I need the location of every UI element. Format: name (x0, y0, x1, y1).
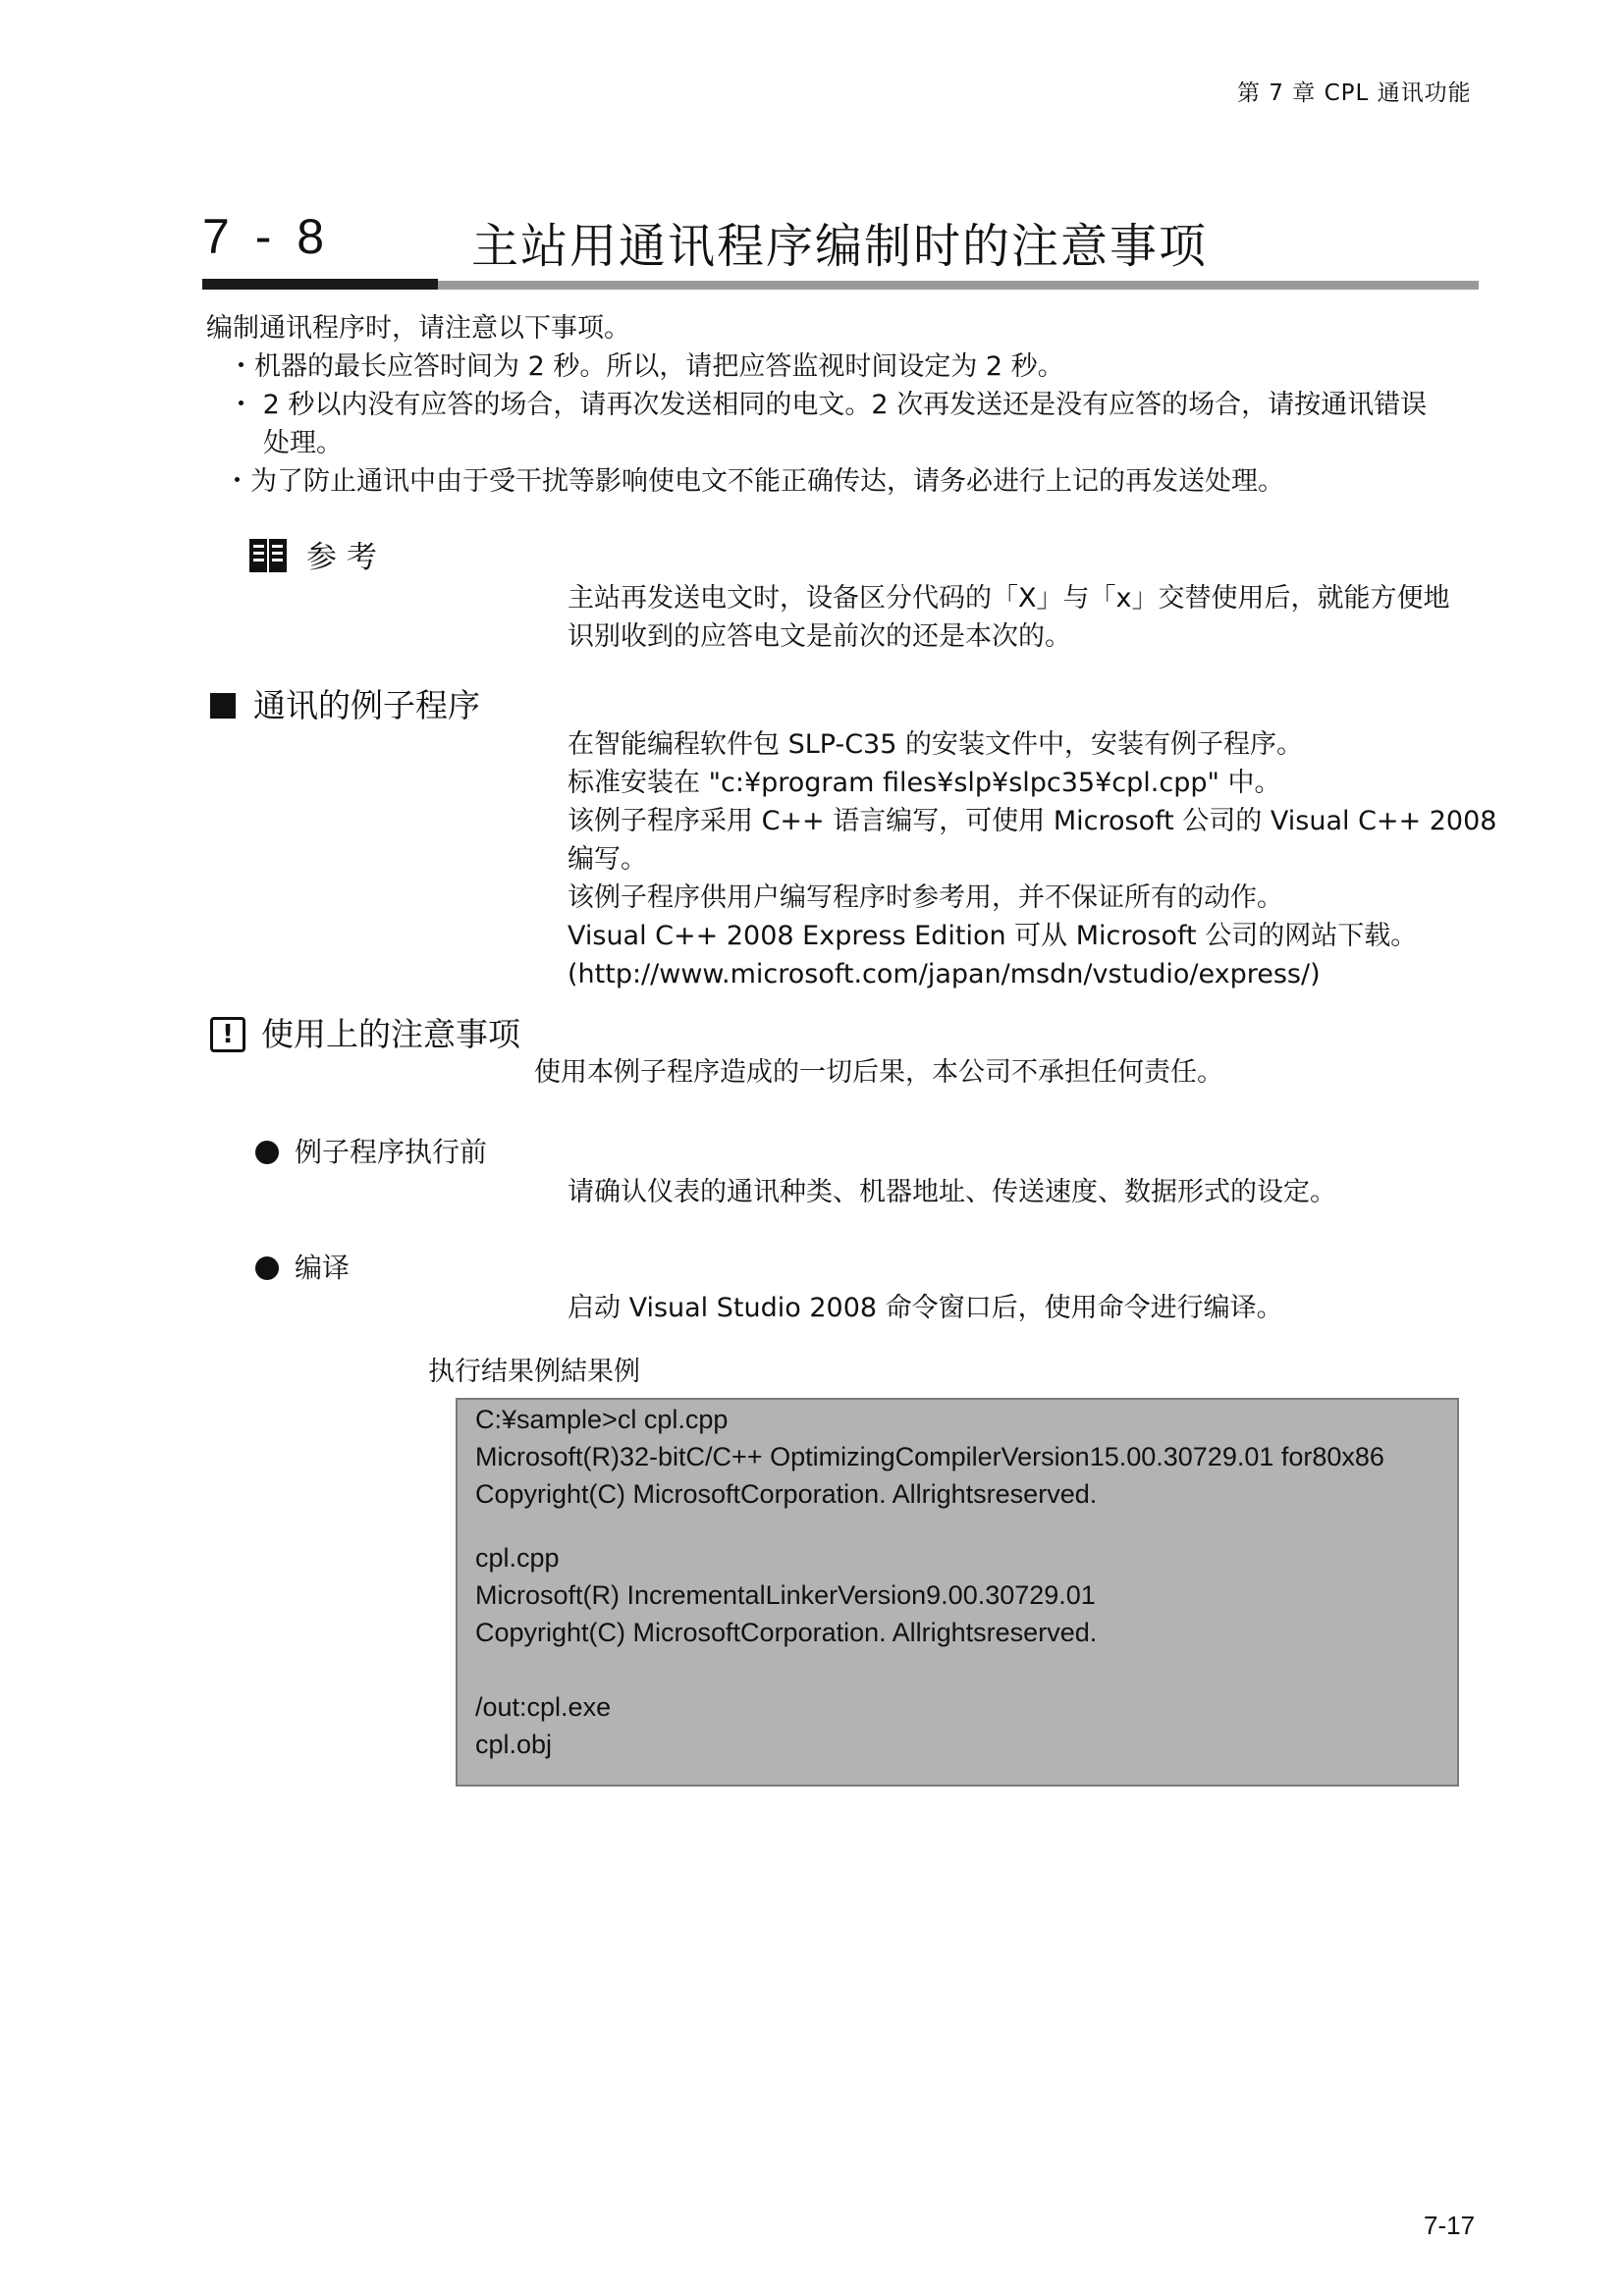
circle-bullet-icon (255, 1256, 279, 1280)
square-bullet-icon (210, 693, 236, 719)
code-line: cpl.cpp (475, 1543, 560, 1573)
code-line: Microsoft(R)32-bitC/C++ OptimizingCompilerVersion15.00.30729.01 for80x86 (475, 1442, 1384, 1471)
result-caption: 执行结果例結果例 (428, 1357, 640, 1387)
chapter-header: 第 7 章 CPL 通讯功能 (1237, 80, 1472, 106)
book-icon (247, 536, 289, 575)
example-line: 该例子程序供用户编写程序时参考用，并不保证所有的动作。 (568, 882, 1283, 913)
code-line: Copyright(C) MicrosoftCorporation. Allrightsreserved. (475, 1479, 1098, 1509)
code-line: /out:cpl.exe (475, 1692, 612, 1722)
caution-text: 使用本例子程序造成的一切后果，本公司不承担任何责任。 (534, 1057, 1223, 1088)
intro-lead: 编制通讯程序时，请注意以下事项。 (206, 313, 630, 344)
example-line: 在智能编程软件包 SLP-C35 的安装文件中，安装有例子程序。 (568, 729, 1303, 760)
reference-label: 参 考 (306, 540, 377, 575)
example-url: (http://www.microsoft.com/japan/msdn/vstudio/express/) (568, 959, 1321, 989)
example-line: 标准安装在 "c:¥program files¥slp¥slpc35¥cpl.cpp" 中。 (568, 768, 1281, 798)
caution-heading: 使用上的注意事项 (261, 1015, 520, 1053)
intro-item: ・ 2 秒以内没有应答的场合，请再次发送相同的电文。2 次再发送还是没有应答的场合，请按通讯错误 (228, 390, 1428, 420)
title-rule-dark (202, 279, 438, 290)
before-run-heading: 例子程序执行前 (295, 1136, 488, 1168)
section-title: 主站用通讯程序编制时的注意事项 (471, 219, 1209, 274)
reference-line: 主站再发送电文时，设备区分代码的「X」与「x」交替使用后，就能方便地 (568, 583, 1450, 614)
title-rule-grey (438, 281, 1479, 290)
code-line: C:¥sample>cl cpl.cpp (475, 1405, 729, 1434)
code-line: Microsoft(R) IncrementalLinkerVersion9.00.30729.01 (475, 1580, 1096, 1610)
compile-heading: 编译 (295, 1252, 351, 1284)
intro-item: ・机器的最长应答时间为 2 秒。所以，请把应答监视时间设定为 2 秒。 (228, 351, 1064, 382)
circle-bullet-icon (255, 1141, 279, 1164)
example-heading: 通讯的例子程序 (253, 686, 480, 724)
compile-text: 启动 Visual Studio 2008 命令窗口后，使用命令进行编译。 (568, 1293, 1283, 1323)
before-run-text: 请确认仪表的通讯种类、机器地址、传送速度、数据形式的设定。 (568, 1177, 1336, 1207)
section-number: 7 - 8 (202, 209, 331, 264)
code-line: Copyright(C) MicrosoftCorporation. Allrightsreserved. (475, 1618, 1098, 1647)
example-line: 编写。 (568, 844, 647, 875)
code-line: cpl.obj (475, 1730, 553, 1759)
page-number: 7-17 (1424, 2211, 1476, 2240)
warning-icon: ! (210, 1017, 245, 1052)
intro-item-continued: 处理。 (263, 428, 343, 458)
intro-item: ・为了防止通讯中由于受干扰等影响使电文不能正确传达，请务必进行上记的再发送处理。 (224, 466, 1284, 497)
example-line: 该例子程序采用 C++ 语言编写，可使用 Microsoft 公司的 Visual C++ 2008 (568, 806, 1497, 836)
example-line: Visual C++ 2008 Express Edition 可从 Microsoft 公司的网站下载。 (568, 921, 1418, 951)
reference-line: 识别收到的应答电文是前次的还是本次的。 (568, 621, 1071, 652)
